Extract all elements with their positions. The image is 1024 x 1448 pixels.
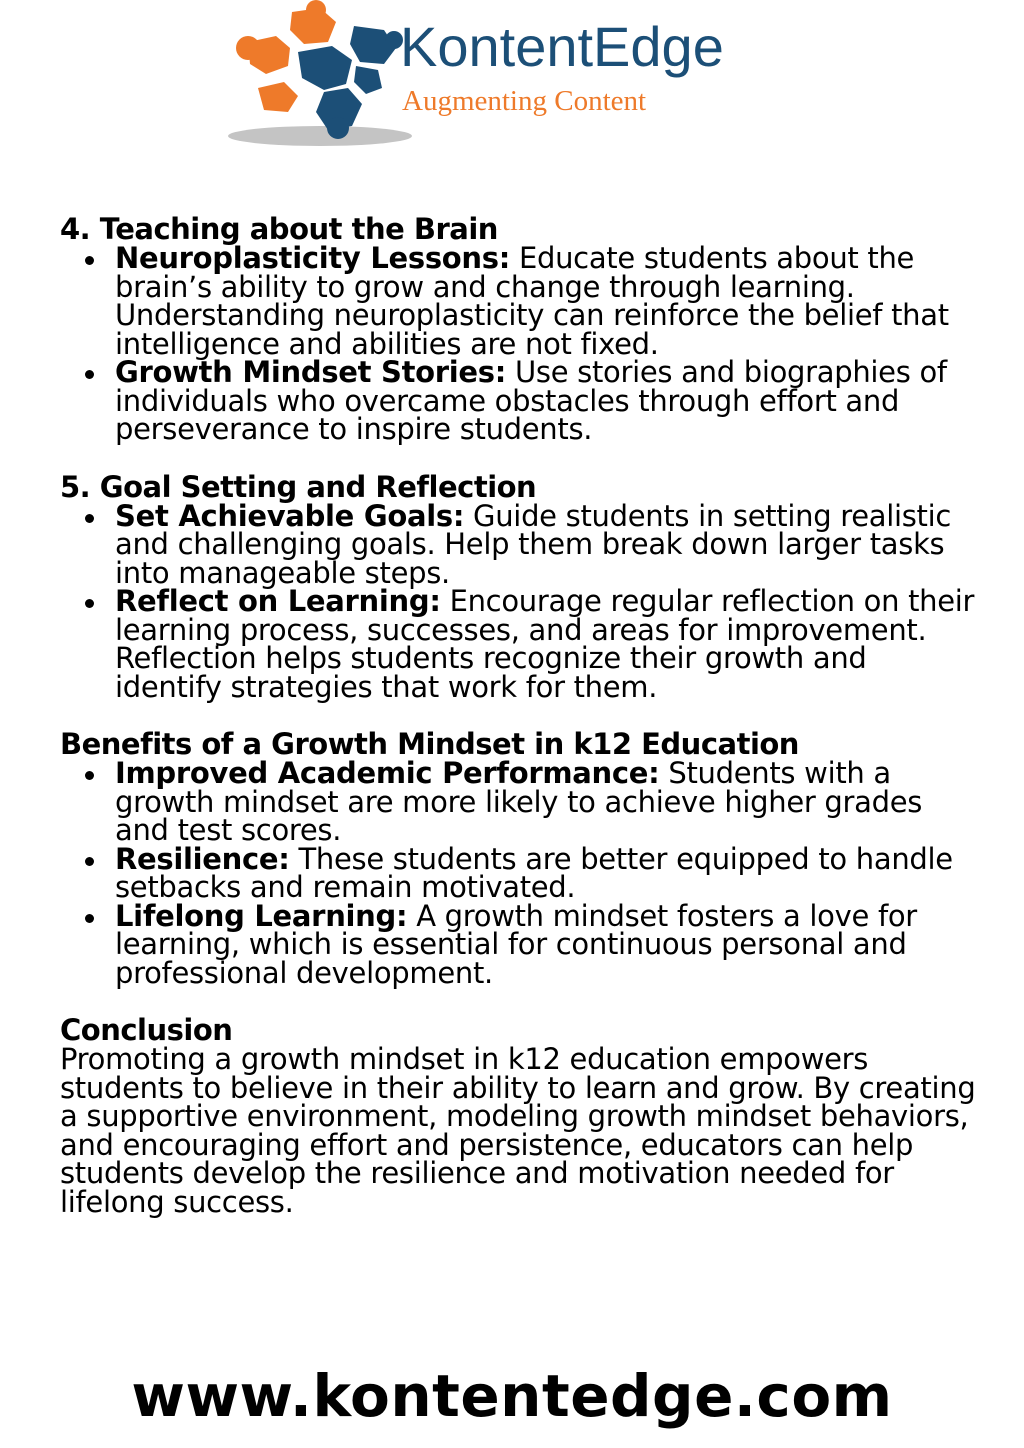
website-url: www.kontentedge.com xyxy=(131,1362,893,1430)
bullet-icon xyxy=(85,857,94,866)
conclusion-heading: Conclusion xyxy=(60,1013,233,1047)
section-heading: 4. Teaching about the Brain xyxy=(60,212,498,246)
list-item xyxy=(115,584,980,704)
section-heading: 5. Goal Setting and Reflection xyxy=(60,469,537,504)
item-text: These students are better equipped to handle setbacks and remain motivated. xyxy=(115,841,953,904)
conclusion-paragraph: Promoting a growth mindset in k12 education empowers students to believe in their ability to learn and grow. By creating a supportive environment, modeling growth mindset behaviors, and encouraging effort and persistence, educators can help students develop the resilience and motivation needed for lifelong success. xyxy=(60,1042,976,1219)
bullet-icon xyxy=(85,914,94,923)
bullet-icon xyxy=(85,771,94,780)
bullet-icon xyxy=(85,599,94,608)
section-teaching-brain xyxy=(60,214,980,444)
bullet-list xyxy=(60,756,980,990)
item-text: Guide students in setting realistic and challenging goals. Help them break down larger tasks into manageable steps. xyxy=(115,498,952,590)
item-label: Lifelong Learning: xyxy=(115,898,408,933)
section-heading: Benefits of a Growth Mindset in k12 Education xyxy=(60,727,799,761)
bullet-icon xyxy=(85,256,94,265)
item-text: Encourage regular reflection on their learning process, successes, and areas for improvement. Reflection helps students recognize their growth and identify strategies that work for them. xyxy=(115,584,975,704)
bullet-list xyxy=(60,241,980,446)
item-label: Resilience: xyxy=(115,841,290,876)
list-item xyxy=(115,756,980,847)
item-text: A growth mindset fosters a love for learning, which is essential for continuous personal and professional development. xyxy=(115,898,917,990)
item-text: Students with a growth mindset are more likely to achieve higher grades and test scores. xyxy=(115,756,923,847)
item-text: Use stories and biographies of individuals who overcame obstacles through effort and perseverance to inspire students. xyxy=(115,355,947,446)
kontentedge-logo xyxy=(228,0,800,150)
logo-wordmark: KontentEdge xyxy=(400,15,724,78)
item-label: Neuroplasticity Lessons: xyxy=(115,241,511,275)
section-benefits xyxy=(60,727,980,990)
list-item xyxy=(115,498,980,590)
logo-mark-icon xyxy=(228,0,800,150)
bullet-icon xyxy=(85,514,94,523)
item-text: Educate students about the brain’s ability to grow and change through learning. Understanding neuroplasticity can reinforce the belief that intelligence and abilities are not fixed. xyxy=(115,241,949,361)
bullet-icon xyxy=(85,370,94,379)
item-label: Improved Academic Performance: xyxy=(115,756,660,790)
list-item xyxy=(115,241,980,361)
section-goal-setting xyxy=(60,469,980,704)
list-item xyxy=(115,898,980,990)
list-item xyxy=(115,355,980,446)
item-label: Set Achievable Goals: xyxy=(115,498,465,533)
list-item xyxy=(115,841,980,904)
item-label: Growth Mindset Stories: xyxy=(115,355,507,389)
logo-tagline: Augmenting Content xyxy=(402,85,647,117)
item-label: Reflect on Learning: xyxy=(115,584,441,618)
bullet-list xyxy=(60,498,980,704)
section-conclusion xyxy=(60,1013,980,1219)
article-body xyxy=(60,214,980,1244)
